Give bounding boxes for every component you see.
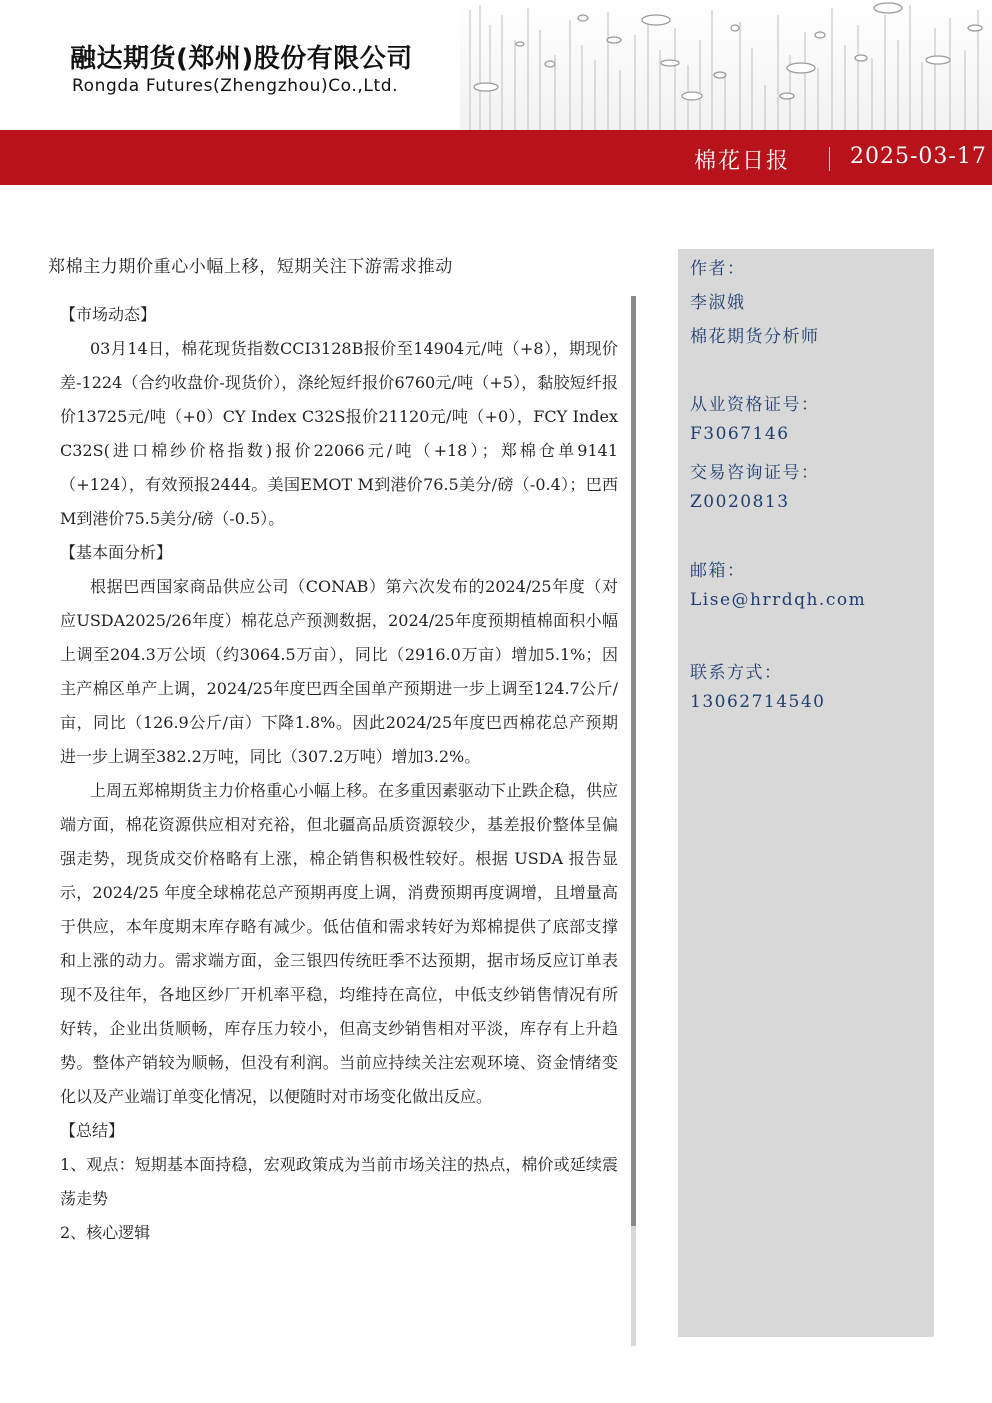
company-name-cn: 融达期货(郑州)股份有限公司 [70, 44, 413, 74]
author-name: 李淑娥 [690, 293, 746, 313]
company-name-en: Rongda Futures(Zhengzhou)Co.,Ltd. [72, 76, 399, 96]
summary-point-2: 2、核心逻辑 [60, 1223, 151, 1242]
report-date: 2025-03-17 [850, 144, 987, 169]
phone-number: 13062714540 [690, 692, 826, 712]
qualification-label: 从业资格证号： [690, 395, 820, 415]
market-heading: 【市场动态】 [60, 305, 157, 324]
decorative-circles-graphic [460, 0, 992, 130]
advisory-number: Z0020813 [690, 492, 790, 512]
page-header [0, 0, 992, 130]
report-title-bar [0, 130, 992, 185]
market-paragraph: 03月14日，棉花现货指数CCI3128B报价至14904元/吨（+8），期现价差-1224（合约收盘价-现货价），涤纶短纤报价6760元/吨（+5），黏胶短纤报价13725元/吨（+0）CY Index C32S报价21120元/吨（+0），FCY Index C32S(进口棉纱价格指数)报价22066元/吨（+18）；郑棉仓单9141（+124），有效预报2444。美国EMOT M到港价76.5美分/磅（-0.4）；巴西M到港价75.5美分/磅（-0.5）。 [60, 339, 618, 528]
article-body [60, 298, 618, 1250]
contact-label: 联系方式： [690, 663, 783, 683]
advisory-label: 交易咨询证号： [690, 463, 820, 483]
fundamental-heading: 【基本面分析】 [60, 543, 173, 562]
fundamental-paragraph-2: 上周五郑棉期货主力价格重心小幅上移。在多重因素驱动下止跌企稳，供应端方面，棉花资源供应相对充裕，但北疆高品质资源较少，基差报价整体呈偏强走势，现货成交价格略有上涨，棉企销售积极性较好。根据 USDA 报告显示，2024/25 年度全球棉花总产预期再度上调，消费预期再度调增，且增量高于供应，本年度期末库存略有减少。低估值和需求转好为郑棉提供了底部支撑和上涨的动力。需求端方面，金三银四传统旺季不达预期，据市场反应订单表现不及往年，各地区纱厂开机率平稳，均维持在高位，中低支纱销售情况有所好转，企业出货顺畅，库存压力较小，但高支纱销售相对平淡，库存有上升趋势。整体产销较为顺畅，但没有利润。当前应持续关注宏观环境、资金情绪变化以及产业端订单变化情况，以便随时对市场变化做出反应。 [60, 781, 619, 1106]
report-type-label: 棉花日报 [694, 149, 791, 174]
author-label: 作者： [690, 259, 746, 279]
summary-heading: 【总结】 [60, 1121, 125, 1140]
email-label: 邮箱： [690, 561, 746, 581]
summary-point-1: 1、观点：短期基本面持稳，宏观政策成为当前市场关注的热点，棉价或延续震荡走势 [60, 1155, 618, 1208]
article-title: 郑棉主力期价重心小幅上移，短期关注下游需求推动 [48, 257, 453, 277]
qualification-number: F3067146 [690, 424, 790, 444]
email-address[interactable]: Lise@hrrdqh.com [690, 590, 867, 610]
column-divider-dark [631, 296, 636, 1226]
title-bar-divider [829, 147, 830, 171]
author-title: 棉花期货分析师 [690, 327, 820, 347]
fundamental-paragraph-1: 根据巴西国家商品供应公司（CONAB）第六次发布的2024/25年度（对应USDA2025/26年度）棉花总产预测数据，2024/25年度预期植棉面积小幅上调至204.3万公顷（约3064.5万亩），同比（2916.0万亩）增加5.1%；因主产棉区单产上调，2024/25年度巴西全国单产预期进一步上调至124.7公斤/亩，同比（126.9公斤/亩）下降1.8%。因此2024/25年度巴西棉花总产预期进一步上调至382.2万吨，同比（307.2万吨）增加3.2%。 [60, 577, 618, 766]
